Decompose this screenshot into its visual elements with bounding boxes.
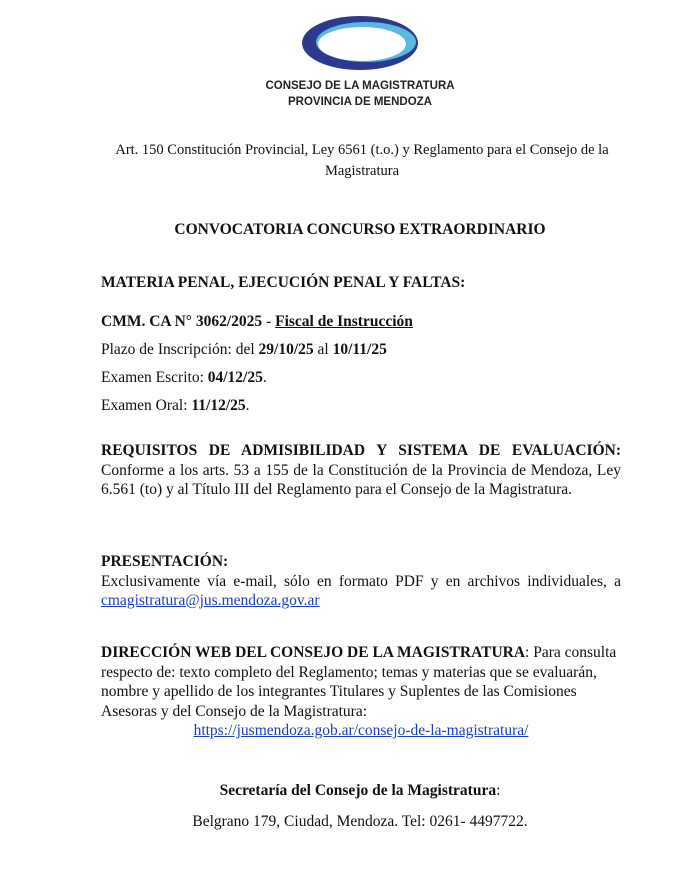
label: al bbox=[313, 341, 333, 358]
date-to: 10/11/25 bbox=[332, 341, 387, 358]
oral-exam bbox=[101, 396, 621, 416]
contest-position: Fiscal de Instrucción bbox=[275, 313, 413, 330]
requirements-heading: REQUISITOS DE ADMISIBILIDAD Y SISTEMA DE EVALUACIÓN: bbox=[101, 442, 621, 459]
org-name: CONSEJO DE LA MAGISTRATURA bbox=[265, 80, 455, 92]
separator: - bbox=[262, 313, 276, 330]
label: Examen Oral: bbox=[101, 397, 192, 414]
consejo-logo-icon bbox=[300, 14, 420, 72]
registration-period bbox=[101, 340, 621, 360]
written-exam bbox=[101, 368, 621, 388]
date: 04/12/25 bbox=[207, 369, 263, 386]
document-title: CONVOCATORIA CONCURSO EXTRAORDINARIO bbox=[174, 221, 546, 238]
contest-code: CMM. CA N° 3062/2025 bbox=[101, 313, 263, 330]
web-body: : Para consulta respecto de: texto completo del Reglamento; temas y materias que se evaluarán, nombre y apellido de los integrantes Titulares y Suplentes de las Comisiones Asesoras y del Consejo de la Magistratura: bbox=[101, 644, 617, 720]
requirements-section bbox=[101, 441, 621, 500]
presentation-body: Exclusivamente vía e-mail, sólo en formato PDF y en archivos individuales, a bbox=[101, 572, 621, 590]
website-link[interactable]: https://jusmendoza.gob.ar/consejo-de-la-magistratura/ bbox=[193, 722, 529, 739]
presentation-heading: PRESENTACIÓN: bbox=[101, 553, 229, 570]
label: Plazo de Inscripción: del bbox=[101, 341, 259, 358]
date: 11/12/25 bbox=[191, 397, 246, 414]
subject-heading: MATERIA PENAL, EJECUCIÓN PENAL Y FALTAS: bbox=[101, 274, 466, 291]
secretariat: Secretaría del Consejo de la Magistratura bbox=[219, 782, 497, 799]
org-province: PROVINCIA DE MENDOZA bbox=[288, 96, 432, 108]
period: . bbox=[262, 369, 267, 386]
requirements-body: Conforme a los arts. 53 a 155 de la Constitución de la Provincia de Mendoza, Ley 6.561 (to) y al Título III del Reglamento para el Consejo de la Magistratura. bbox=[101, 461, 621, 498]
contest-line bbox=[101, 312, 621, 332]
date-from: 29/10/25 bbox=[258, 341, 314, 358]
web-section bbox=[101, 643, 621, 741]
web-heading: DIRECCIÓN WEB DEL CONSEJO DE LA MAGISTRATURA bbox=[101, 644, 526, 661]
period: . bbox=[245, 397, 250, 414]
presentation-section bbox=[101, 552, 621, 611]
legal-reference: Art. 150 Constitución Provincial, Ley 6561 (t.o.) y Reglamento para el Consejo de la Magistratura bbox=[115, 142, 609, 179]
label: Examen Escrito: bbox=[101, 369, 208, 386]
address: Belgrano 179, Ciudad, Mendoza. Tel: 0261- 4497722. bbox=[192, 813, 528, 830]
colon: : bbox=[496, 782, 501, 799]
secretariat-line bbox=[0, 782, 687, 800]
email-link[interactable]: cmagistratura@jus.mendoza.gov.ar bbox=[101, 592, 320, 609]
